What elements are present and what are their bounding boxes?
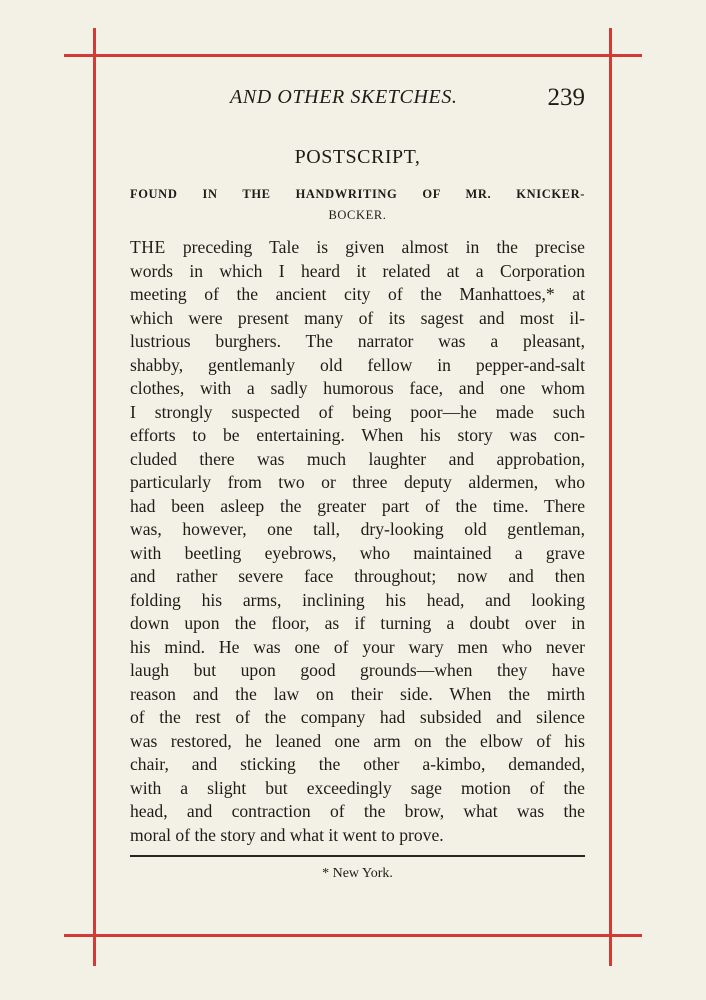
body-line: shabby, gentlemanly old fellow in pepper-and-salt — [130, 354, 585, 375]
footnote-rule — [130, 855, 585, 857]
body-line: moral of the story and what it went to prove. — [130, 824, 444, 845]
body-line: folding his arms, inclining his head, and looking — [130, 589, 585, 610]
body-line: with beetling eyebrows, who maintained a grave — [130, 542, 585, 563]
body-line: his mind. He was one of your wary men who never — [130, 636, 585, 657]
body-line: down upon the floor, as if turning a doubt over in — [130, 613, 585, 633]
body-line: of the rest of the company had subsided and silence — [130, 707, 585, 727]
body-line: reason and the law on their side. When the mirth — [130, 683, 585, 704]
section-heading: POSTSCRIPT, — [294, 146, 421, 168]
body-line: efforts to be entertaining. When his story was con- — [130, 425, 585, 445]
border-rule-bottom — [64, 934, 642, 937]
body-line: laugh but upon good grounds—when they have — [130, 660, 585, 680]
body-line: meeting of the ancient city of the Manhattoes,* at — [130, 284, 585, 304]
body-line: and rather severe face throughout; now and then — [130, 566, 585, 586]
page-number: 239 — [547, 84, 585, 111]
body-line: I strongly suspected of being poor—he made such — [130, 401, 585, 422]
body-line: cluded there was much laughter and approbation, — [130, 448, 585, 469]
border-rule-left — [93, 28, 96, 966]
body-line: was restored, he leaned one arm on the elbow of his — [130, 730, 585, 751]
body-line: particularly from two or three deputy aldermen, who — [130, 472, 585, 492]
drop-word: THE — [130, 237, 166, 257]
body-line: head, and contraction of the brow, what was the — [130, 801, 585, 821]
border-rule-right — [609, 28, 612, 966]
section-subheading-line-1: FOUND IN THE HANDWRITING OF MR. KNICKER- — [130, 187, 585, 201]
body-line: THE preceding Tale is given almost in the precise — [130, 237, 585, 257]
footnote: * New York. — [322, 866, 393, 881]
body-line: words in which I heard it related at a Corporation — [130, 260, 585, 281]
running-head — [130, 85, 585, 115]
body-line: had been asleep the greater part of the time. There — [130, 495, 585, 516]
running-head-title: AND OTHER SKETCHES. — [230, 86, 458, 108]
body-line: was, however, one tall, dry-looking old gentleman, — [130, 519, 585, 539]
section-subheading-line-2: BOCKER. — [328, 208, 387, 222]
body-line: which were present many of its sagest and most il- — [130, 307, 585, 328]
body-line: clothes, with a sadly humorous face, and one whom — [130, 378, 585, 398]
border-rule-top — [64, 54, 642, 57]
body-line: lustrious burghers. The narrator was a pleasant, — [130, 331, 585, 351]
body-line: chair, and sticking the other a-kimbo, demanded, — [130, 754, 585, 774]
body-line: with a slight but exceedingly sage motion of the — [130, 777, 585, 798]
